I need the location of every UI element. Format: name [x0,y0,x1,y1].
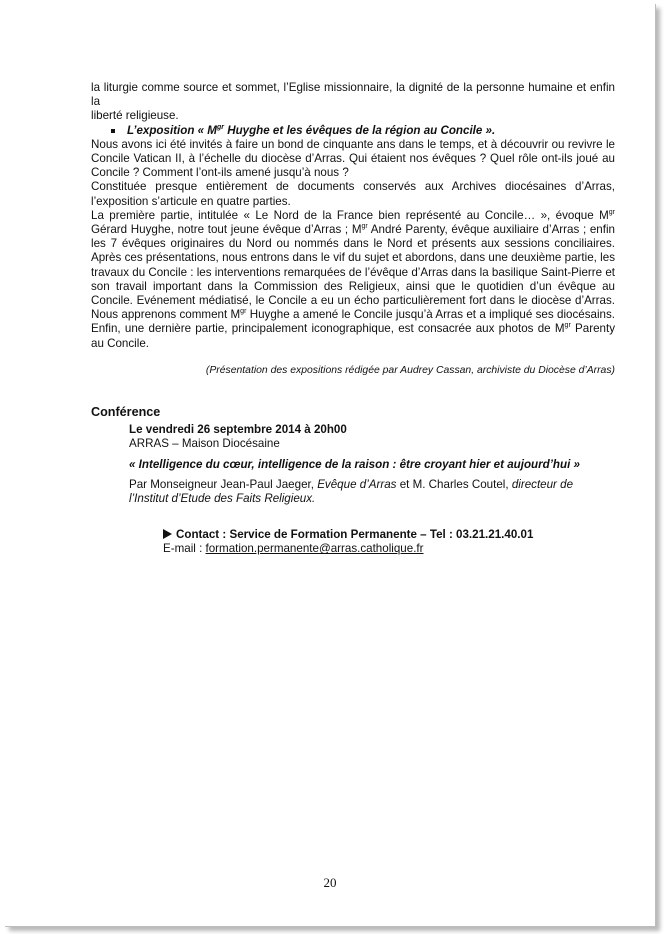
speakers-and: et M. Charles Coutel, [396,477,512,491]
conference-speakers [129,478,615,506]
email-label: E-mail : [163,542,206,556]
paragraph-3 [91,209,615,351]
conference-details [129,423,615,506]
intro-line-1: la liturgie comme source et sommet, l’Eglise missionnaire, la dignité de la personne humaine et enfin la [91,81,615,109]
p3-text-4: Huyghe a amené le Concile jusqu’à Arras et a impliqué ses diocésains. Enfin, une dernière partie, principalement iconographique, est consacrée aux photos de M [91,308,615,336]
speaker-2-role: directeur de l’Institut d’Etude des Faits Religieux. [129,477,574,506]
contact-label: Contact : Service de Formation Permanente – Tel : 03.21.21.40.01 [176,528,534,542]
conference-heading: Conférence [91,405,161,420]
document-page [5,4,656,927]
intro-paragraph-end: liberté religieuse. [91,109,179,123]
paragraph-1: Nous avons ici été invités à faire un bond de cinquante ans dans le temps, et à découvrir ou revivre le Concile Vatican II, à l’échelle du diocèse d’Arras. Qui étaient nos évêques ? Quel rôle ont-ils joué au Concile ? Comment l’ont-ils amené jusqu’à nous ? [91,137,615,180]
p3-text-2: Gérard Huyghe, notre tout jeune évêque d’Arras ; M [91,223,362,237]
page-content [91,81,615,557]
arrow-right-icon [163,529,172,539]
contact-block [163,528,615,556]
paragraph-2: Constituée presque entièrement de documents conservés aux Archives diocésaines d’Arras, l’exposition s’articule en quatre parties. [91,180,615,208]
conference-date: Le vendredi 26 septembre 2014 à 20h00 [129,423,347,437]
conference-place: ARRAS – Maison Diocésaine [129,437,280,451]
exhibition-bullet [111,124,615,138]
p3-sup-1: gr [608,208,615,216]
speaker-1-role: Evêque d’Arras [317,477,397,491]
speakers-by: Par Monseigneur Jean-Paul Jaeger, [129,477,318,491]
bullet-text-post: Huyghe et les évêques de la région au Concile ». [223,123,496,137]
intro-paragraph [91,81,615,109]
email-link[interactable]: formation.permanente@arras.catholique.fr [205,542,424,556]
p3-text-5: Parenty au Concile. [91,322,615,350]
p3-sup-2: gr [361,223,368,231]
p3-text-3: André Parenty, évêque auxiliaire d’Arras ; enfin les 7 évêques originaires du Nord ou nommés dans le Nord et présents aux sessions conciliaires. Après ces présentations, nous entrons dans le vif du sujet et abordons, dans une deuxième partie, les travaux du Concile : les interventions remarquées de l’évêque d’Arras dans la basilique Saint-Pierre et son travail important dans la Commission des Religieux, ainsi que le quotidien d’un évêque au Concile. Evénement médiatisé, le Concile a eu un écho particulièrement fort dans le diocèse d’Arras. Nous apprenons comment M [91,223,615,322]
credit-line: (Présentation des expositions rédigée par Audrey Cassan, archiviste du Diocèse d’Arras) [205,364,615,376]
conference-title: « Intelligence du cœur, intelligence de la raison : être croyant hier et aujourd’hui » [129,457,580,471]
bullet-dot-icon [111,129,115,133]
p3-sup-4: gr [564,322,571,330]
bullet-text-pre: L’exposition « M [127,123,217,137]
p3-text-1: La première partie, intitulée « Le Nord de la France bien représenté au Concile… », évoque M [91,208,609,222]
bullet-sup: gr [216,123,224,131]
p3-sup-3: gr [240,308,247,316]
email-line [163,542,615,556]
page-number: 20 [323,875,337,890]
contact-line [163,528,615,542]
